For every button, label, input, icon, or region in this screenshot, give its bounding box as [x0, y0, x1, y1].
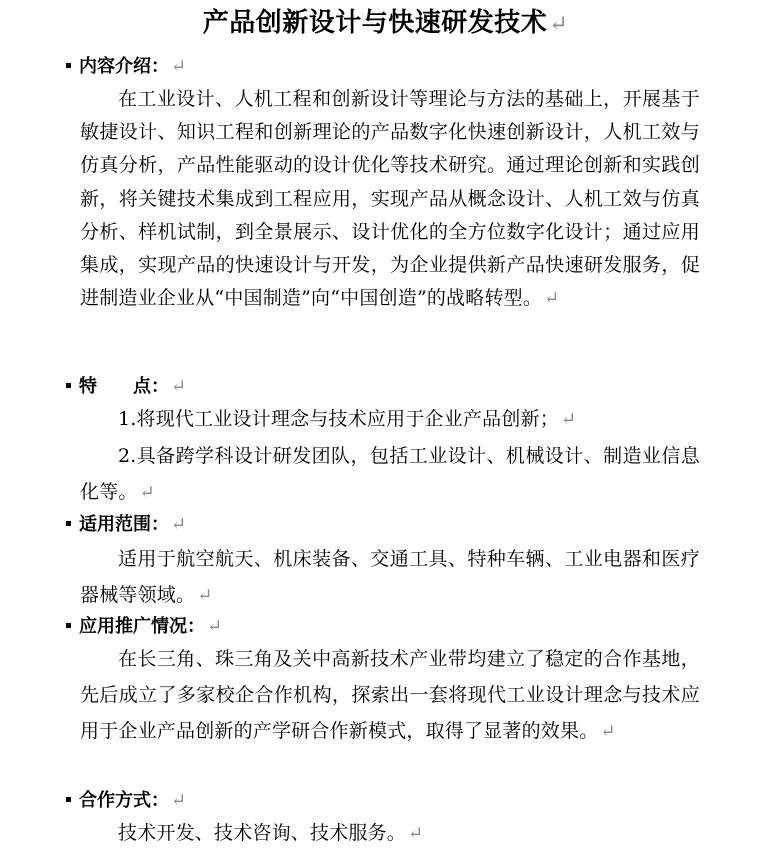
body-text: 在工业设计、人机工程和创新设计等理论与方法的基础上，开展基于敏捷设计、知识工程和创新理论的产品数字化快速创新设计，人机工效与仿真分析，产品性能驱动的设计优化等技术研究。通过理论创新和实践创新，将关键技术集成到工程应用，实现产品从概念设计、人机工效与仿真分析、样机试制，到全景展示、设计优化的全方位数字化设计；通过应用集成，实现产品的快速设计与开发，为企业提供新产品快速研发服务，促进制造业企业从“中国制造”向“中国创造”的战略转型。	[80, 88, 700, 310]
bullet-icon	[66, 63, 71, 68]
section-body-cooperation	[80, 815, 700, 852]
body-text: 技术开发、技术咨询、技术服务。	[118, 822, 407, 844]
paragraph-mark-icon: ↵	[139, 482, 155, 503]
section-body-scope	[80, 541, 700, 614]
heading-text: 应用推广情况：	[79, 616, 205, 637]
paragraph-mark-icon: ↵	[408, 823, 424, 844]
heading-text: 合作方式：	[79, 790, 169, 811]
feature-item-text: 1.将现代工业设计理念与技术应用于企业产品创新；	[118, 408, 559, 430]
section-heading-scope	[66, 510, 186, 540]
bullet-icon	[66, 623, 71, 628]
section-heading-features	[66, 372, 186, 402]
section-heading-application	[66, 612, 222, 642]
paragraph-mark-icon: ↵	[560, 409, 577, 430]
bullet-icon	[66, 521, 71, 526]
paragraph-mark-icon: ↵	[171, 790, 187, 811]
feature-item	[80, 438, 700, 511]
bullet-icon	[66, 383, 71, 388]
paragraph-mark-icon: ↵	[544, 288, 560, 310]
paragraph-mark-icon: ↵	[171, 376, 187, 397]
body-text: 在长三角、珠三角及关中高新技术产业带均建立了稳定的合作基地，先后成立了多家校企合作机构，探索出一套将现代工业设计理念与技术应用于企业产品创新的产学研合作新模式，取得了显著的效果。	[80, 648, 700, 742]
paragraph-mark-icon: ↵	[600, 721, 616, 742]
feature-item-text: 2.具备跨学科设计研发团队，包括工业设计、机械设计、制造业信息化等。	[80, 445, 700, 503]
title-text: 产品创新设计与快速研发技术	[202, 8, 548, 38]
section-heading-intro	[66, 52, 186, 82]
section-heading-cooperation	[66, 786, 186, 816]
document-title	[0, 4, 771, 44]
paragraph-mark-icon: ↵	[197, 585, 213, 606]
heading-text: 内容介绍：	[79, 56, 169, 77]
paragraph-mark-icon: ↵	[171, 514, 187, 535]
body-text: 适用于航空航天、机床装备、交通工具、特种车辆、工业电器和医疗器械等领域。	[80, 548, 700, 606]
paragraph-mark-icon: ↵	[207, 616, 223, 637]
section-body-application	[80, 641, 700, 750]
paragraph-mark-icon: ↵	[171, 56, 187, 77]
heading-text: 适用范围：	[79, 514, 169, 535]
heading-text: 特 点：	[79, 376, 169, 397]
section-body-intro	[80, 83, 700, 315]
paragraph-mark-icon: ↵	[549, 12, 569, 37]
bullet-icon	[66, 797, 71, 802]
feature-item	[80, 401, 700, 438]
